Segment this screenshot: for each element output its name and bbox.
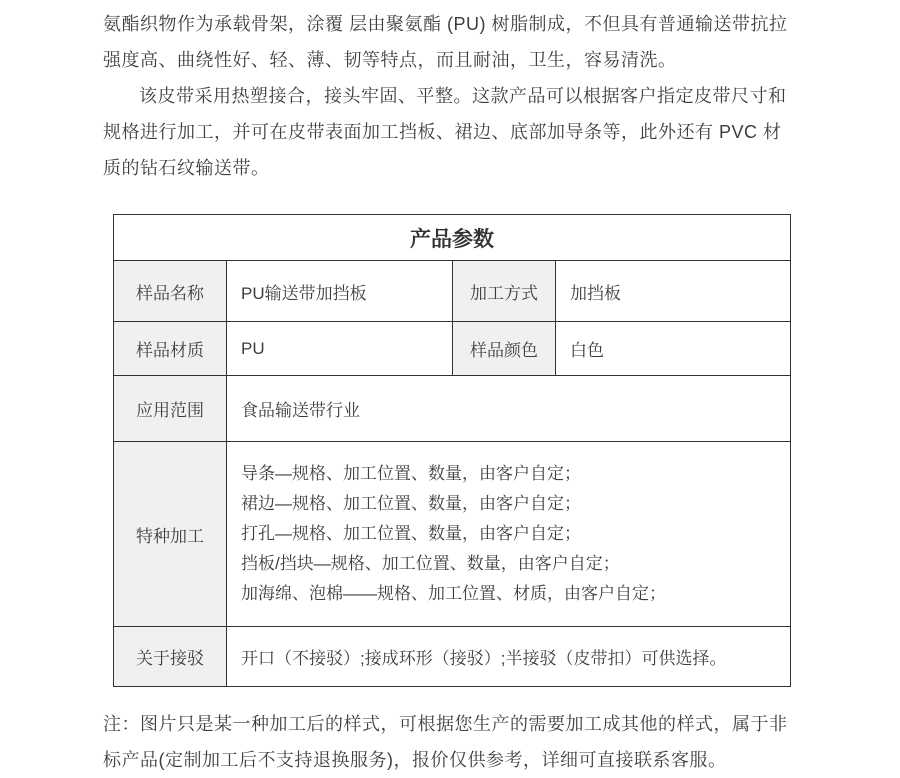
param-value-special-processing <box>227 442 791 627</box>
special-processing-line: 导条—规格、加工位置、数量，由客户自定； <box>241 464 581 483</box>
param-label-application-scope: 应用范围 <box>114 376 227 442</box>
param-value-sample-color: 白色 <box>556 322 791 376</box>
param-label-sample-color: 样品颜色 <box>453 322 556 376</box>
param-label-processing-method: 加工方式 <box>453 261 556 322</box>
special-processing-line: 裙边—规格、加工位置、数量，由客户自定； <box>241 494 581 513</box>
disclaimer-note: 注：图片只是某一种加工后的样式，可根据您生产的需要加工成其他的样式，属于非标产品(定制加工后不支持退换服务)，报价仅供参考，详细可直接联系客服。 <box>103 714 788 770</box>
intro-text-block <box>0 0 900 186</box>
special-processing-line: 加海绵、泡棉——规格、加工位置、材质，由客户自定； <box>241 584 666 603</box>
param-value-about-joining: 开口（不接驳）;接成环形（接驳）;半接驳（皮带扣）可供选择。 <box>227 627 791 687</box>
param-value-processing-method: 加挡板 <box>556 261 791 322</box>
param-value-sample-name: PU输送带加挡板 <box>227 261 453 322</box>
table-row <box>114 376 791 442</box>
param-label-special-processing: 特种加工 <box>114 442 227 627</box>
param-value-application-scope: 食品输送带行业 <box>227 376 791 442</box>
intro-paragraph: 该皮带采用热塑接合，接头牢固、平整。这款产品可以根据客户指定皮带尺寸和规格进行加工，并可在皮带表面加工挡板、裙边、底部加导条等，此外还有 PVC 材质的钻石纹输送带。 <box>103 86 787 178</box>
param-label-sample-material: 样品材质 <box>114 322 227 376</box>
table-title: 产品参数 <box>114 215 791 261</box>
table-title-row <box>114 215 791 261</box>
table-row <box>114 322 791 376</box>
param-label-sample-name: 样品名称 <box>114 261 227 322</box>
product-parameters-table <box>113 214 791 687</box>
table-row <box>114 442 791 627</box>
param-label-about-joining: 关于接驳 <box>114 627 227 687</box>
param-value-sample-material: PU <box>227 322 453 376</box>
table-row <box>114 261 791 322</box>
special-processing-line: 挡板/挡块—规格、加工位置、数量，由客户自定； <box>241 554 620 573</box>
special-processing-line: 打孔—规格、加工位置、数量，由客户自定； <box>241 524 581 543</box>
intro-paragraph: 氨酯织物作为承载骨架，涂覆 层由聚氨酯 (PU) 树脂制成，不但具有普通输送带抗拉强度高、曲绕性好、轻、薄、韧等特点，而且耐油，卫生，容易清洗。 <box>103 14 788 70</box>
table-row <box>114 627 791 687</box>
